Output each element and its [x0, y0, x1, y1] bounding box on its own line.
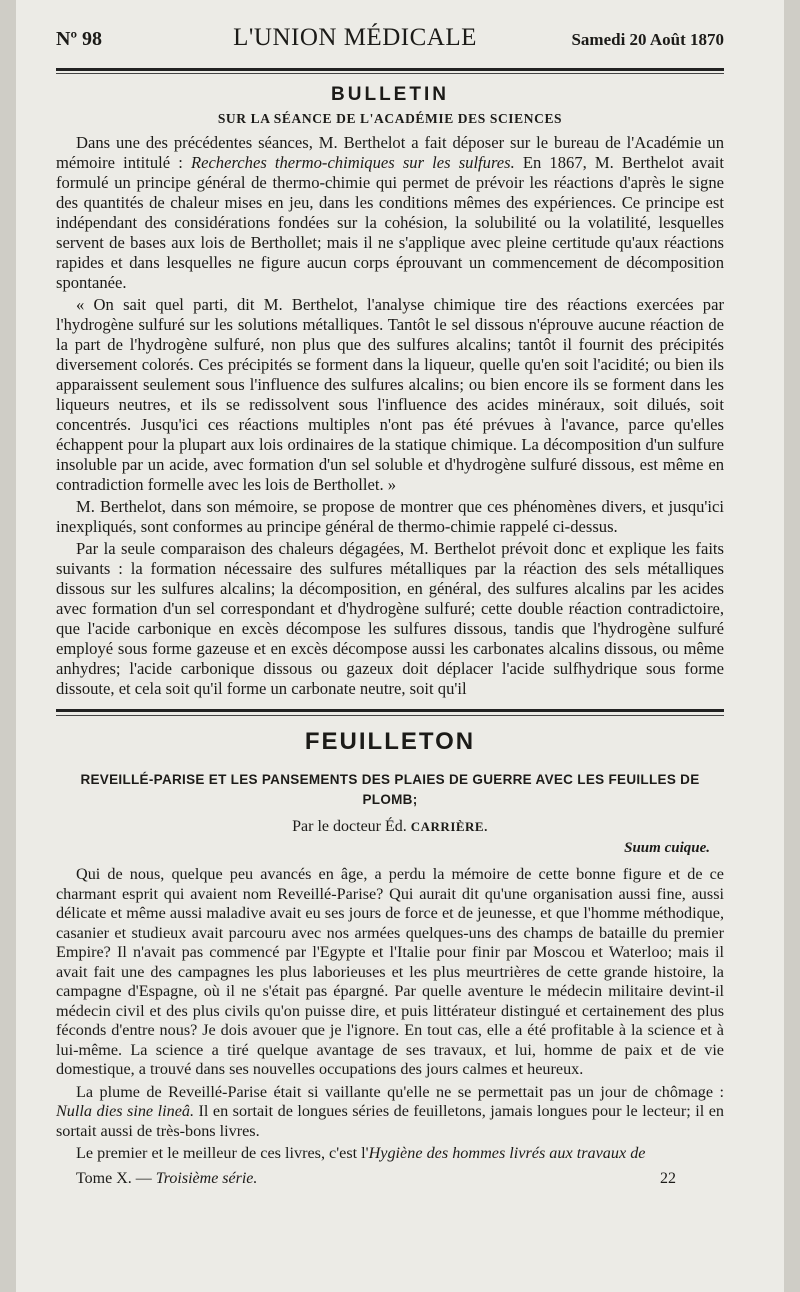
bulletin-paragraph-3: M. Berthelot, dans son mémoire, se propose de montrer que ces phénomènes divers, et jusqu'ici inexpliqués, sont conformes au principe général de thermo-chimie rappelé ci-dessus. [56, 497, 724, 536]
bulletin-paragraph-2: « On sait quel parti, dit M. Berthelot, l'analyse chimique tire des réactions exercées par l'hydrogène sulfuré sur les solutions métalliques. Tantôt le sel dissous n'éprouve aucune réaction de la part de l'hydrogène sulfuré, non plus que des sulfures alcalins; tantôt il fournit des précipités diversement colorés. Ces précipités se forment dans la liqueur, quelle qu'en soit l'acidité; ou bien ils apparaissent seulement sous l'influence des sulfures alcalins; ou bien encore ils se forment dans les liqueurs neutres, et ils se redissolvent sous l'influence des acides minéraux, soit dilués, soit concentrés. Jusqu'ici ces réactions multiples n'ont pas été prévues à l'avance, parce qu'elles échappent pour la plupart aux lois ordinaires de la statique chimique. La décomposition d'un sulfure insoluble par un acide, avec formation d'un sel soluble et d'hydrogène sulfuré dissous, est même en contradiction formelle avec les lois de Berthollet. » [56, 295, 724, 494]
author-name: CARRIÈRE. [410, 819, 488, 834]
motto: Suum cuique. [624, 840, 710, 856]
text-run: Dans une des précédentes séances, M. Berthelot a fait déposer sur le bureau de l'Académie un mémoire intitulé : [56, 133, 724, 172]
feuilleton-separator [56, 709, 724, 716]
journal-title: L'UNION MÉDICALE [233, 24, 477, 51]
feuilleton-paragraph-3 [56, 1144, 724, 1164]
feuilleton-title: FEUILLETON [304, 728, 476, 755]
text-run: Il en sortait de longues séries de feuilletons, jamais longues pour le lecteur; il en sortait aussi de très-bons livres. [56, 1102, 724, 1140]
page-footer [56, 1170, 724, 1188]
page-number: 22 [660, 1169, 676, 1187]
bulletin-paragraph-1 [56, 133, 724, 293]
feuilleton-paragraph-2 [56, 1083, 724, 1142]
separator-thin [56, 715, 724, 716]
text-run: En 1867, M. Berthelot avait formulé un principe général de thermo-chimie qui permet de prévoir les réactions d'après le signe des quantités de chaleur mises en jeu, dans les conditions mêmes des expériences. Ce principe est indépendant des considérations fondées sur la cohésion, la solubilité ou la volatilité, lesquelles servent de bases aux lois de Berthollet; mais il ne s'applique avec pleine certitude qu'aux réactions rapides et dans lesquelles ne figure aucun corps éprouvant un commencement de décomposition spontanée. [56, 153, 724, 292]
separator-thick [56, 709, 724, 712]
issue-number: Nº 98 [56, 28, 103, 50]
series-label: Troisième série. [155, 1169, 258, 1187]
author-line [56, 818, 724, 836]
bulletin-title: BULLETIN [331, 84, 449, 105]
text-run: Le premier et le meilleur de ces livres, c'est l' [76, 1144, 369, 1162]
text-run: La plume de Reveillé-Parise était si vaillante qu'elle ne se permettait pas un jour de chômage : [76, 1082, 724, 1101]
newspaper-page [16, 0, 784, 1292]
page-header [56, 24, 724, 60]
latin-quote: Nulla dies sine lineâ. [56, 1102, 195, 1120]
volume-info [76, 1170, 257, 1188]
tome-label: Tome X. — [76, 1169, 156, 1187]
page-content [56, 24, 724, 1188]
feuilleton-subtitle: REVEILLÉ-PARISE ET LES PANSEMENTS DES PLAIES DE GUERRE AVEC LES FEUILLES DE PLOMB; [80, 772, 700, 807]
bulletin-paragraph-4: Par la seule comparaison des chaleurs dégagées, M. Berthelot prévoit donc et explique les faits suivants : la formation nécessaire des sulfures métalliques par la réaction des sels métalliques dissous sur les sulfures alcalins; la décomposition, en général, des sulfures alcalins par les acides avec formation d'un sel correspondant et d'hydrogène sulfuré; cette double réaction contradictoire, que l'acide carbonique en excès décompose les sulfures dissous, tandis que l'hydrogène sulfuré employé sous forme gazeuse et en excès décompose aussi les carbonates alcalins dissous, ou même anhydres; l'acide carbonique dissous ou gazeux doit déplacer l'acide sulfhydrique sous forme dissoute, et cela soit qu'il forme un carbonate neutre, soit qu'il [56, 539, 724, 698]
issue-date: Samedi 20 Août 1870 [571, 30, 724, 49]
bulletin-subtitle: SUR LA SÉANCE DE L'ACADÉMIE DES SCIENCES [217, 111, 563, 126]
book-title: Hygiène des hommes livrés aux travaux de [368, 1144, 646, 1162]
memoir-title: Recherches thermo-chimiques sur les sulfures. [190, 153, 515, 172]
header-rule [56, 68, 724, 71]
feuilleton-paragraph-1: Qui de nous, quelque peu avancés en âge, a perdu la mémoire de cette bonne figure et de ce charmant esprit qui avaient nom Reveillé-Parise? Qui aurait dit qu'une organisation aussi fine, aussi délicate et même aussi maladive avait eu ses jours de force et de jeunesse, et que l'homme méthodique, casanier et studieux avait parcouru avec nos armées quelques-uns des champs de bataille du premier Empire? Il n'avait pas commencé par l'Egypte et l'Italie pour finir par Moscou et Waterloo; mais il avait fait une des campagnes les plus laborieuses et les plus meurtrières de cette grande histoire, la campagne d'Espagne, où il ne s'était pas épargné. Par quelle aventure le médecin militaire devint-il médecin civil et des plus civils qu'on puisse dire, et puis littérateur distingué et certainement des plus féconds d'entre nous? Je dois avouer que je l'ignore. En tout cas, elle a été profitable à la science et à lui-même. La science a tiré quelque avantage de ses travaux, et lui, homme de paix et de vie domestique, a trouvé dans ses nouvelles occupations des jours calmes et heureux. [56, 865, 724, 1078]
header-rule-thin [56, 73, 724, 74]
author-prefix: Par le docteur Éd. [292, 818, 411, 835]
